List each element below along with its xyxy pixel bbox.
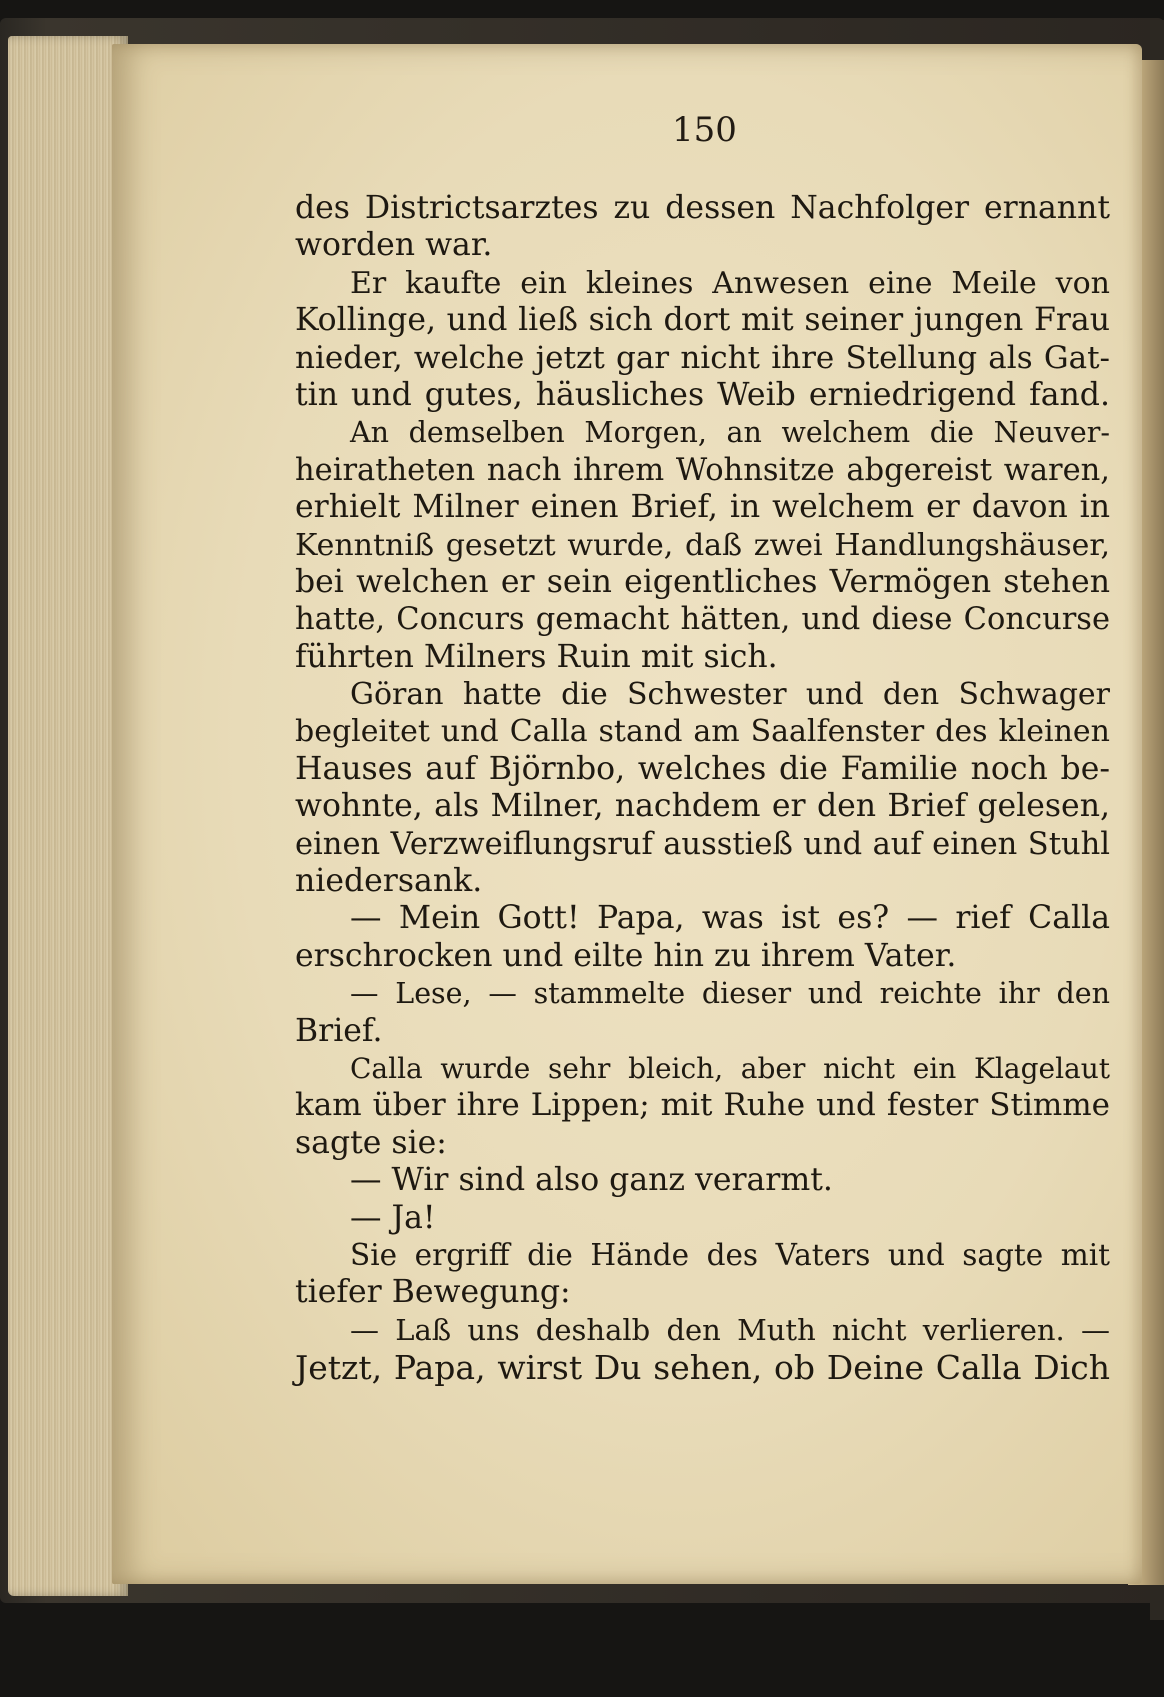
text-line: — Laß uns deshalb den Muth nicht verlieren. — xyxy=(350,1312,1110,1347)
text-line: — Mein Gott! Papa, was ist es? — rief Calla xyxy=(350,900,1110,937)
text-line: nieder, welche jetzt gar nicht ihre Stellung als Gat- xyxy=(295,339,1110,376)
text-line: Jetzt, Papa, wirst Du sehen, ob Deine Calla Dich xyxy=(295,1348,1110,1388)
text-line: — Lese, — stammelte dieser und reichte ihr den xyxy=(350,977,1110,1011)
text-line: erschrocken und eilte hin zu ihrem Vater. xyxy=(295,937,957,974)
text-line: An demselben Morgen, an welchem die Neuver- xyxy=(350,416,1110,450)
page-number: 150 xyxy=(672,110,737,150)
text-line: wohnte, als Milner, nachdem er den Brief gelesen, xyxy=(295,788,1110,825)
text-line: Er kaufte ein kleines Anwesen eine Meile von xyxy=(350,265,1110,301)
text-line: kam über ihre Lippen; mit Ruhe und fester Stimme xyxy=(295,1087,1110,1124)
text-line: hatte, Concurs gemacht hätten, und diese Concurse xyxy=(295,602,1110,638)
text-line: tiefer Bewegung: xyxy=(295,1274,571,1311)
stacked-page-edges xyxy=(8,36,128,1596)
text-line: heiratheten nach ihrem Wohnsitze abgereist waren, xyxy=(295,452,1110,488)
text-line: worden war. xyxy=(295,227,493,264)
text-line: begleitet und Calla stand am Saalfenster des kleinen xyxy=(295,714,1110,750)
text-line: — Ja! xyxy=(350,1199,436,1236)
text-line: Göran hatte die Schwester und den Schwager xyxy=(350,677,1110,713)
text-line: Kenntniß gesetzt wurde, daß zwei Handlungshäuser, xyxy=(295,527,1110,563)
text-line: sagte sie: xyxy=(295,1124,447,1161)
text-line: führten Milners Ruin mit sich. xyxy=(295,638,778,675)
text-line: Kollinge, und ließ sich dort mit seiner jungen Frau xyxy=(295,302,1110,339)
page-text xyxy=(295,190,1110,1387)
text-line: des Districtsarztes zu dessen Nachfolger ernannt xyxy=(295,190,1110,226)
text-line: — Wir sind also ganz verarmt. xyxy=(350,1162,833,1199)
text-line: einen Verzweiflungsruf ausstieß und auf einen Stuhl xyxy=(295,826,1110,862)
text-line: Hauses auf Björnbo, welches die Familie noch be- xyxy=(295,750,1110,787)
text-line: erhielt Milner einen Brief, in welchem er davon in xyxy=(295,489,1110,526)
text-line: Calla wurde sehr bleich, aber nicht ein Klagelaut xyxy=(350,1051,1110,1085)
text-line: Sie ergriff die Hände des Vaters und sagte mit xyxy=(350,1237,1110,1272)
text-line: Brief. xyxy=(295,1012,383,1049)
text-line: tin und gutes, häusliches Weib erniedrigend fand. xyxy=(295,376,1110,413)
text-line: niedersank. xyxy=(295,863,483,900)
text-line: bei welchen er sein eigentliches Vermögen stehen xyxy=(295,563,1110,600)
